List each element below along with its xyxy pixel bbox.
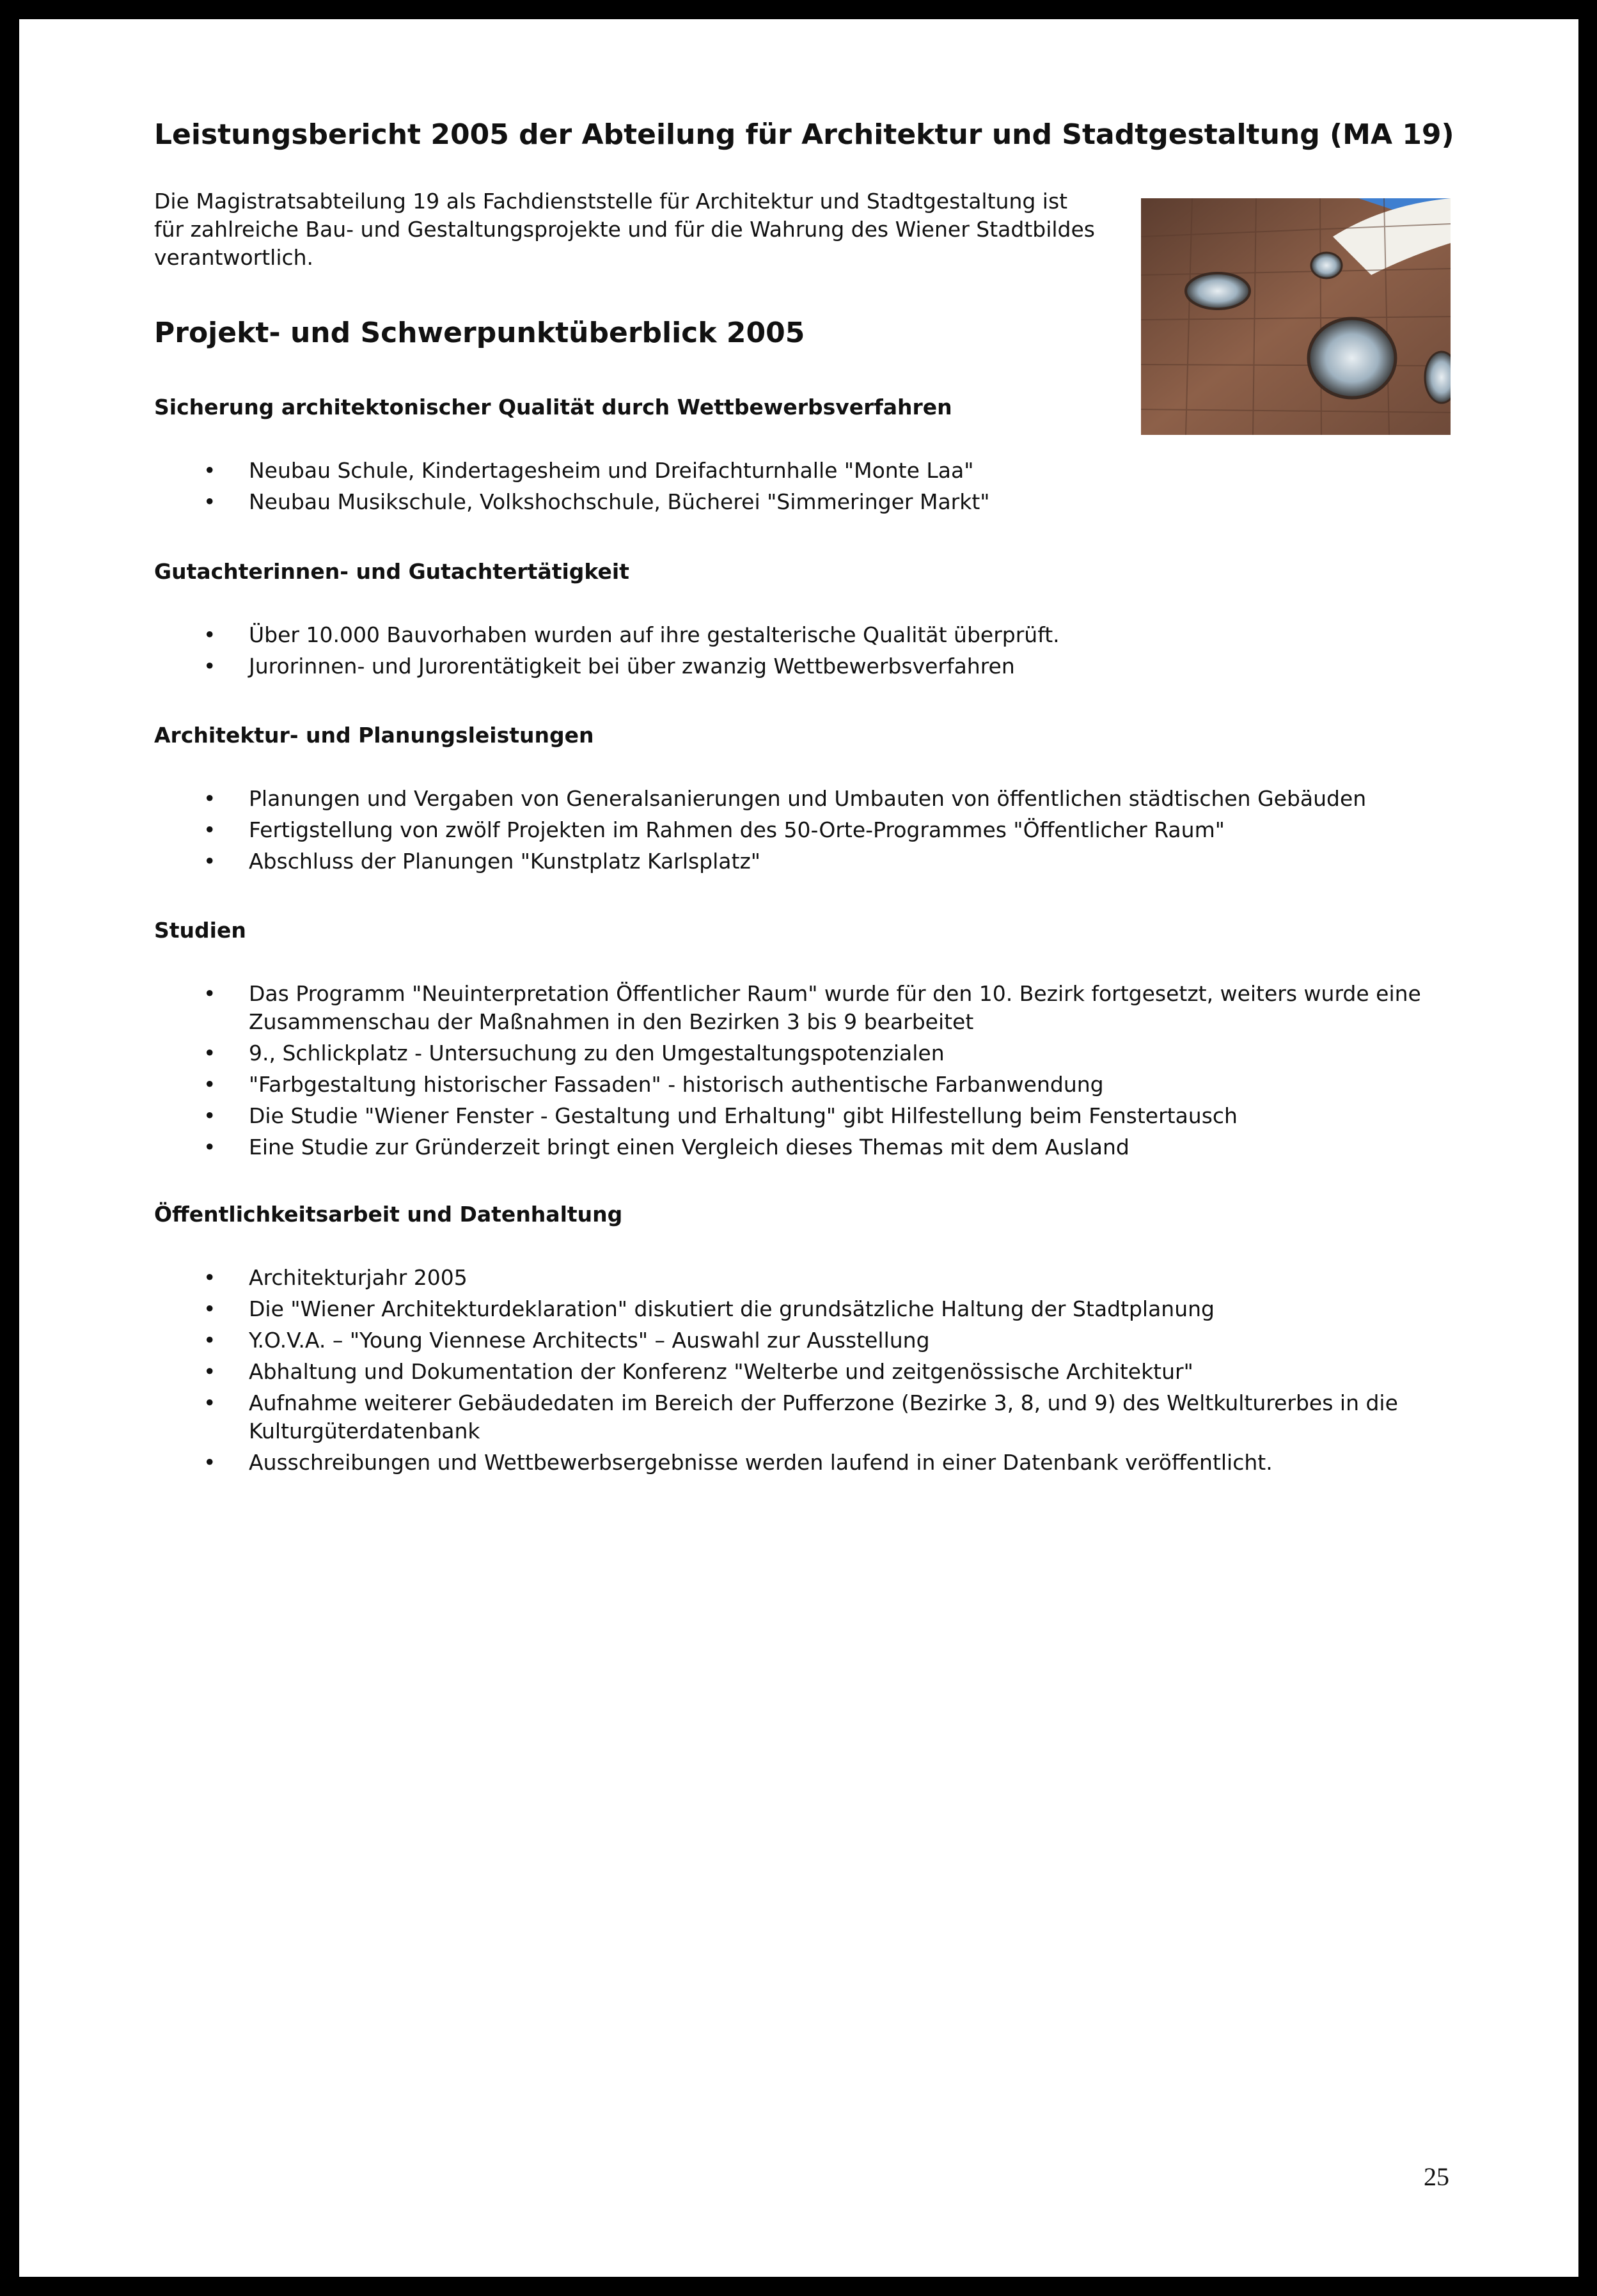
bullet-icon: • xyxy=(203,1450,216,1475)
intro-paragraph: Die Magistratsabteilung 19 als Fachdienststelle für Architektur und Stadtgestaltung ist für zahlreiche Bau- und Gestaltungsprojekte und für die Wahrung des Wiener Stadtbildes verantwortlich. xyxy=(154,189,1095,270)
bullet-icon: • xyxy=(203,1041,216,1065)
list-item xyxy=(154,1389,1459,1445)
bullet-icon: • xyxy=(203,981,216,1006)
list-item xyxy=(154,1102,1459,1130)
facade-illustration xyxy=(1141,198,1451,435)
overview-heading: Projekt- und Schwerpunktüberblick 2005 xyxy=(154,317,805,349)
page-title: Leistungsbericht 2005 der Abteilung für Architektur und Stadtgestaltung (MA 19) xyxy=(154,118,1454,151)
list-item xyxy=(154,1358,1459,1386)
page-number: 25 xyxy=(1424,2162,1449,2191)
bullet-icon: • xyxy=(203,1135,216,1160)
list-item-text: Abschluss der Planungen "Kunstplatz Karlsplatz" xyxy=(249,849,760,874)
list-item-text: "Farbgestaltung historischer Fassaden" - historisch authentische Farbanwendung xyxy=(249,1072,1104,1097)
list-item xyxy=(154,847,1459,876)
list-item-text: Aufnahme weiterer Gebäudedaten im Bereich der Pufferzone (Bezirke 3, 8, und 9) des Weltkulturerbes in die Kulturgüterdatenbank xyxy=(249,1390,1398,1443)
bullet-icon: • xyxy=(203,786,216,811)
bullet-icon: • xyxy=(203,489,216,514)
bullet-icon: • xyxy=(203,1390,216,1415)
list-item-text: Ausschreibungen und Wettbewerbsergebnisse werden laufend in einer Datenbank veröffentlicht. xyxy=(249,1450,1273,1475)
round-window xyxy=(1186,273,1250,309)
list-item-text: Jurorinnen- und Jurorentätigkeit bei über zwanzig Wettbewerbsverfahren xyxy=(249,654,1015,679)
list-item-text: Eine Studie zur Gründerzeit bringt einen Vergleich dieses Themas mit dem Ausland xyxy=(249,1135,1129,1160)
list-item-text: Planungen und Vergaben von Generalsanierungen und Umbauten von öffentlichen städtischen Gebäuden xyxy=(249,786,1367,811)
list-item xyxy=(154,1071,1459,1099)
section-heading: Sicherung architektonischer Qualität durch Wettbewerbsverfahren xyxy=(154,395,952,420)
list-item xyxy=(154,1449,1459,1477)
list-item xyxy=(154,816,1459,844)
list-item xyxy=(154,652,1459,680)
bullet-icon: • xyxy=(203,1359,216,1384)
round-window xyxy=(1311,253,1342,278)
list-item xyxy=(154,785,1459,813)
list-item-text: 9., Schlickplatz - Untersuchung zu den Umgestaltungspotenzialen xyxy=(249,1041,945,1065)
bullet-icon: • xyxy=(203,817,216,842)
bullet-icon: • xyxy=(203,849,216,874)
list-item-text: Über 10.000 Bauvorhaben wurden auf ihre gestalterische Qualität überprüft. xyxy=(249,622,1060,647)
bullet-list xyxy=(154,785,1459,876)
bullet-icon: • xyxy=(203,1265,216,1290)
list-item-text: Architekturjahr 2005 xyxy=(249,1265,468,1290)
list-item xyxy=(154,621,1459,649)
bullet-icon: • xyxy=(203,458,216,483)
list-item xyxy=(154,1326,1459,1355)
section-studies xyxy=(154,916,1459,1165)
list-item-text: Abhaltung und Dokumentation der Konferenz "Welterbe und zeitgenössische Architektur" xyxy=(249,1359,1193,1384)
section-planning xyxy=(154,721,1459,879)
bullet-list xyxy=(154,980,1459,1161)
bullet-icon: • xyxy=(203,1072,216,1097)
section-heading: Öffentlichkeitsarbeit und Datenhaltung xyxy=(154,1202,623,1227)
section-heading: Architektur- und Planungsleistungen xyxy=(154,723,594,748)
list-item-text: Neubau Schule, Kindertagesheim und Dreifachturnhalle "Monte Laa" xyxy=(249,458,974,483)
list-item xyxy=(154,1133,1459,1161)
list-item xyxy=(154,1295,1459,1323)
building-facade-photo xyxy=(1141,198,1451,435)
list-item xyxy=(154,1039,1459,1067)
bullet-list xyxy=(154,621,1459,680)
list-item-text: Das Programm "Neuinterpretation Öffentlicher Raum" wurde für den 10. Bezirk fortgesetzt, weiters wurde eine Zusammenschau der Maßnahmen in den Bezirken 3 bis 9 bearbeitet xyxy=(249,981,1421,1034)
list-item xyxy=(154,1264,1459,1292)
round-window xyxy=(1425,352,1451,403)
bullet-icon: • xyxy=(203,1328,216,1353)
bullet-list xyxy=(154,1264,1459,1477)
list-item xyxy=(154,980,1459,1036)
document-page xyxy=(19,19,1578,2277)
list-item xyxy=(154,457,1459,485)
section-public-relations xyxy=(154,1200,1459,1480)
list-item-text: Fertigstellung von zwölf Projekten im Rahmen des 50-Orte-Programmes "Öffentlicher Raum" xyxy=(249,817,1225,842)
list-item-text: Neubau Musikschule, Volkshochschule, Bücherei "Simmeringer Markt" xyxy=(249,489,990,514)
section-heading: Studien xyxy=(154,918,246,943)
list-item-text: Die "Wiener Architekturdeklaration" diskutiert die grundsätzliche Haltung der Stadtplanung xyxy=(249,1296,1215,1321)
bullet-icon: • xyxy=(203,1296,216,1321)
list-item-text: Die Studie "Wiener Fenster - Gestaltung und Erhaltung" gibt Hilfestellung beim Fenstertausch xyxy=(249,1103,1238,1128)
bullet-icon: • xyxy=(203,654,216,679)
bullet-icon: • xyxy=(203,622,216,647)
section-heading: Gutachterinnen- und Gutachtertätigkeit xyxy=(154,559,629,584)
list-item-text: Y.O.V.A. – "Young Viennese Architects" – Auswahl zur Ausstellung xyxy=(249,1328,930,1353)
list-item xyxy=(154,488,1459,516)
section-expertise xyxy=(154,558,1459,684)
bullet-icon: • xyxy=(203,1103,216,1128)
round-window xyxy=(1309,318,1396,398)
bullet-list xyxy=(154,457,1459,516)
